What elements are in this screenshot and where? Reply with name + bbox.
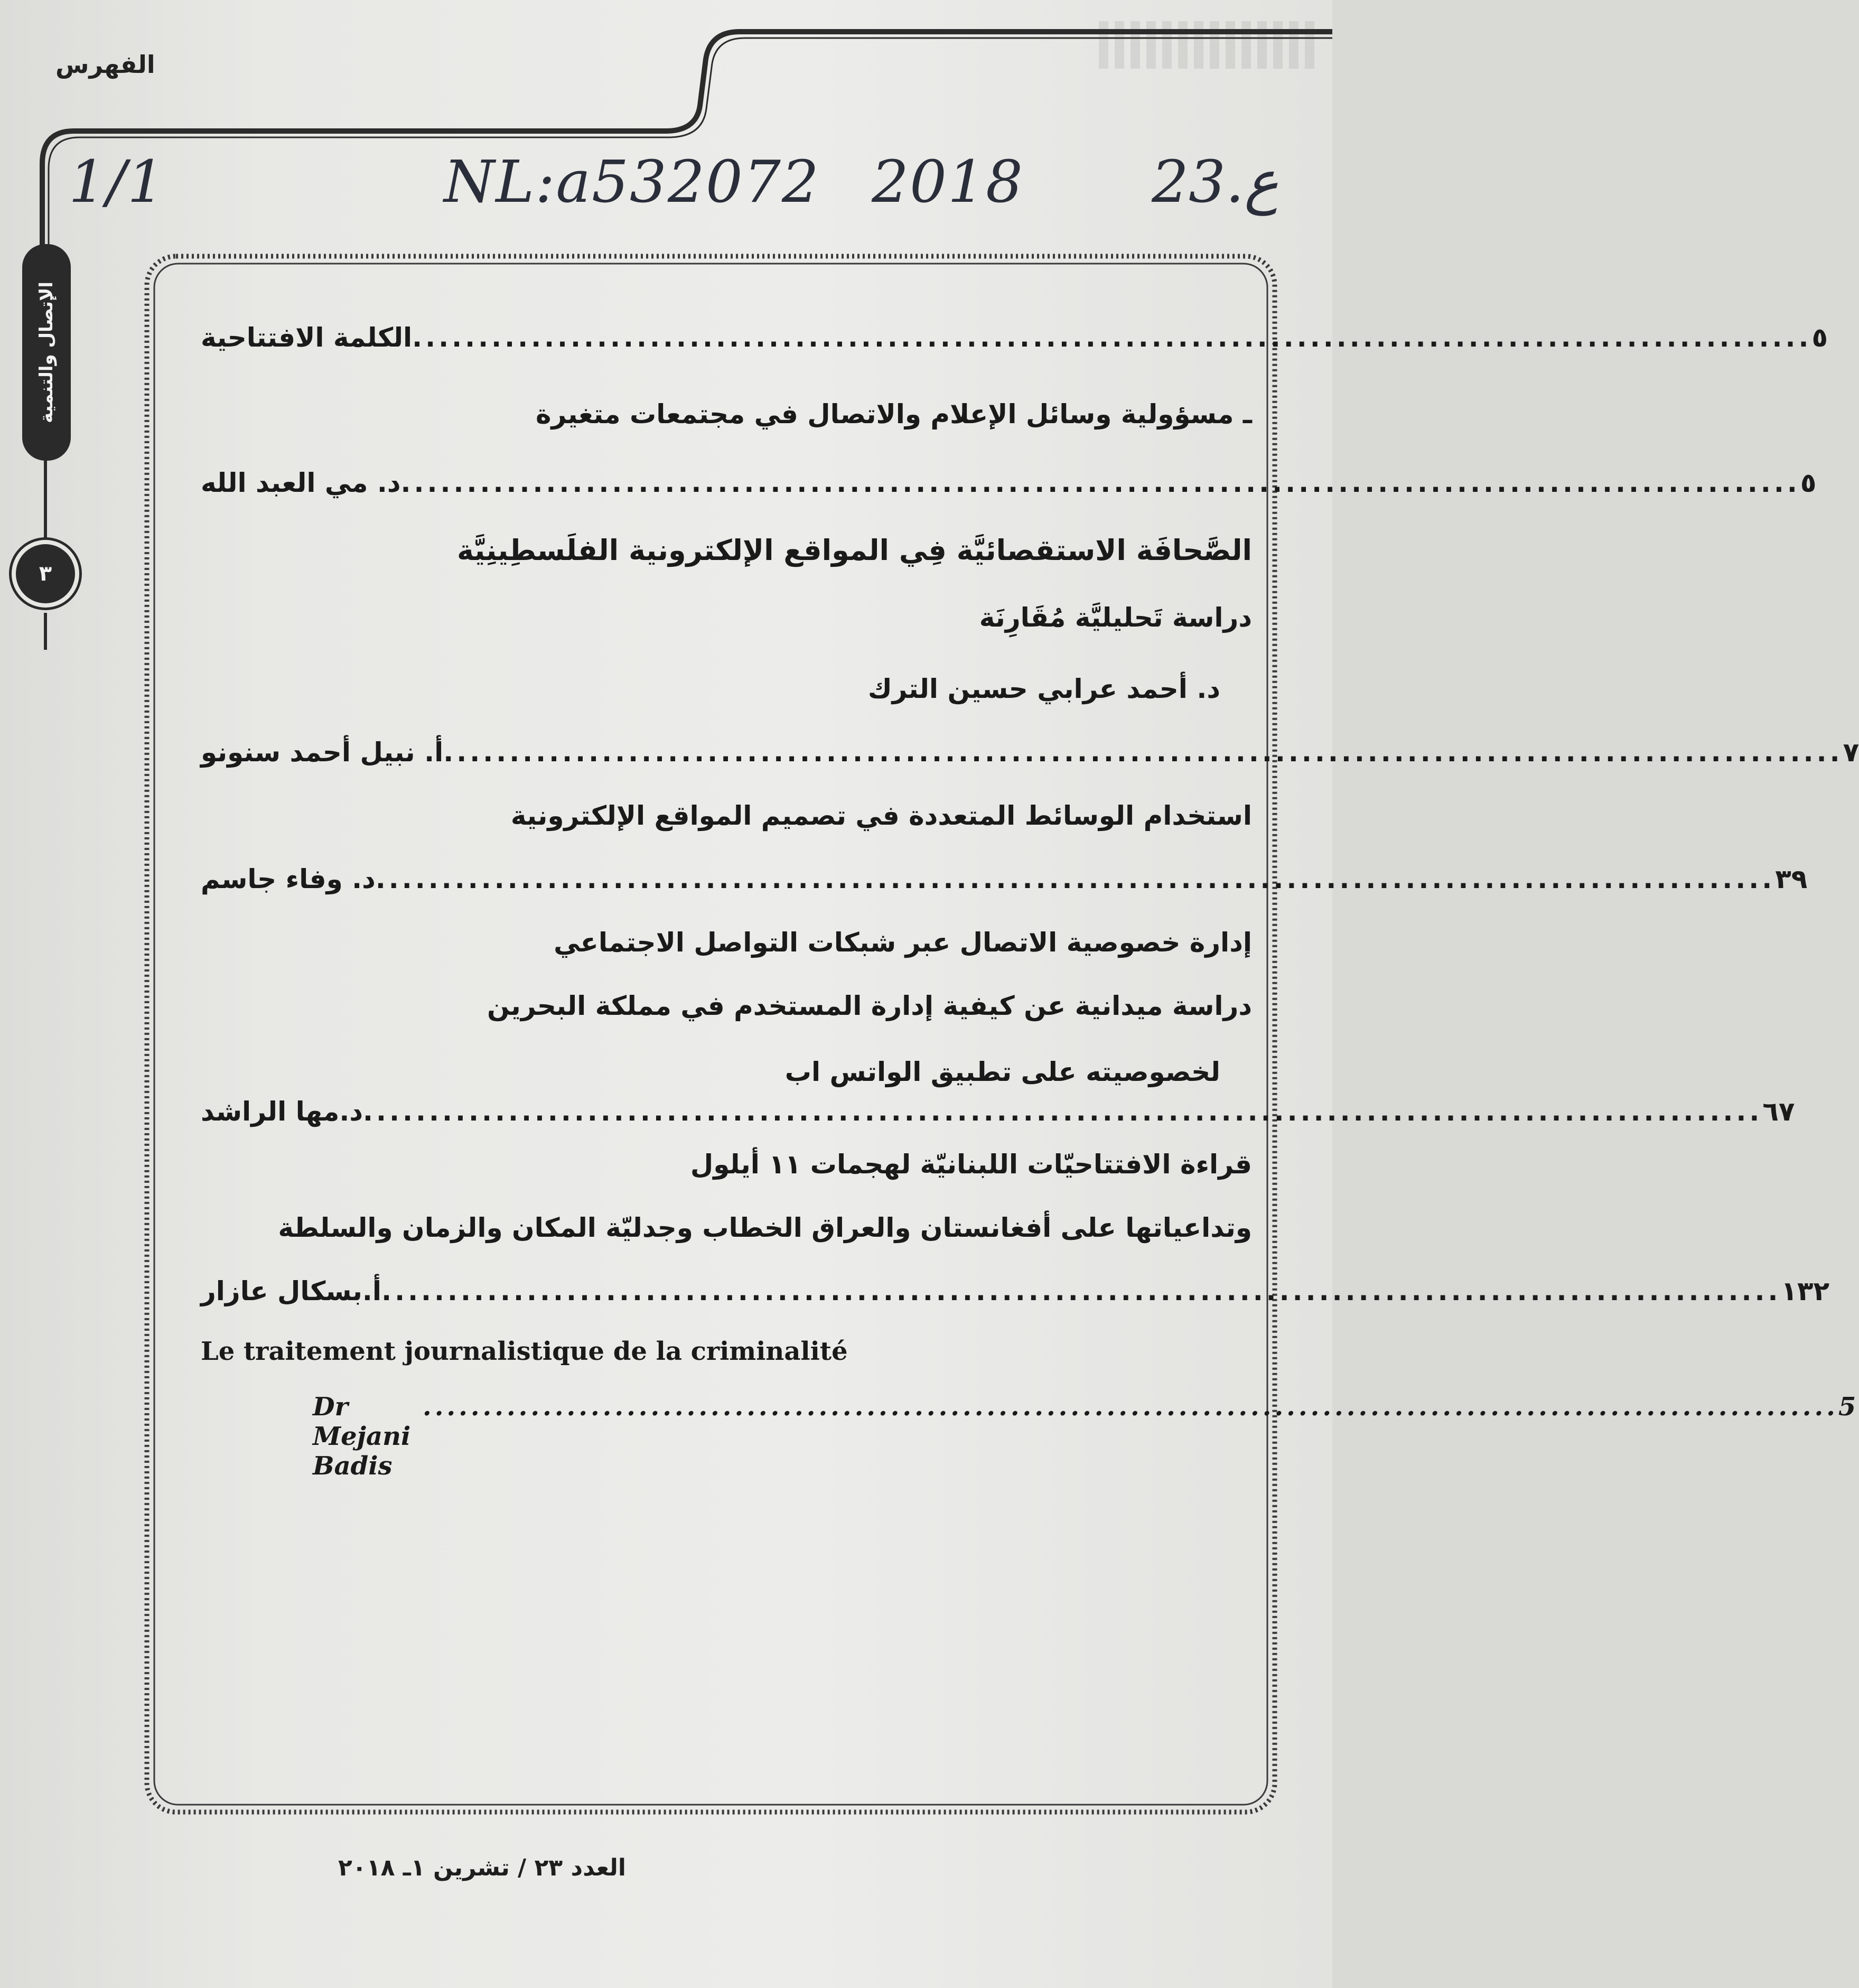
page-number-badge: ٣ xyxy=(16,544,75,603)
toc-entry: لخصوصيته على تطبيق الواتس اب xyxy=(784,1057,1220,1087)
leader-dots: .......................................................................................................... xyxy=(381,1276,1781,1306)
french-entry xyxy=(313,1392,1856,1481)
toc-entry-page: ٣٩ xyxy=(1775,864,1808,894)
page-title: الفهرس xyxy=(55,50,155,79)
footer-issue: العدد ٢٣ / تشرين ١ـ ٢٠١٨ xyxy=(338,1854,626,1881)
french-author: Dr Mejani Badis xyxy=(313,1392,411,1481)
toc-entry-page: ٥ xyxy=(1800,468,1817,498)
toc-entry-text: الكلمة الافتتاحية xyxy=(201,322,413,353)
toc-entry-text: د.مها الراشد xyxy=(201,1096,363,1127)
toc-entry xyxy=(201,864,1808,894)
toc-entry: دراسة ميدانية عن كيفية إدارة المستخدم في مملكة البحرين xyxy=(487,991,1252,1021)
toc-entry xyxy=(201,737,1859,768)
toc-entry: قراءة الافتتاحيّات اللبنانيّة لهجمات ١١ أيلول xyxy=(690,1149,1252,1180)
toc-entry: ـ مسؤولية وسائل الإعلام والاتصال في مجتمعات متغيرة xyxy=(535,399,1252,430)
toc-entry: الصَّحافَة الاستقصائيَّة فِي المواقع الإلكترونية الفلَسطِينِيَّة xyxy=(457,534,1252,567)
toc-entry-page: ٧ xyxy=(1843,737,1859,768)
leader-dots: .......................................................................................................... xyxy=(363,1096,1763,1127)
toc-entry: دراسة تَحليليَّة مُقَارِنَة xyxy=(979,602,1252,633)
toc-entry: وتداعياتها على أفغانستان والعراق الخطاب وجدليّة المكان والزمان والسلطة xyxy=(278,1212,1252,1243)
toc-entry-text: أ. نبيل أحمد سنونو xyxy=(201,737,444,768)
handwritten-year: 2018 xyxy=(872,148,1024,216)
header-tab-border xyxy=(42,32,1332,248)
toc-entry: إدارة خصوصية الاتصال عبر شبكات التواصل الاجتماعي xyxy=(554,927,1252,958)
leader-dots: ...................................................................................................................... xyxy=(410,1392,1838,1422)
toc-entry-page: ١٣٢ xyxy=(1781,1276,1830,1306)
french-page: 5 xyxy=(1838,1392,1856,1422)
toc-entry xyxy=(201,468,1817,498)
toc-entry: استخدام الوسائط المتعددة في تصميم المواقع الإلكترونية xyxy=(510,800,1252,831)
leader-dots: .......................................................................................................... xyxy=(375,864,1776,894)
leader-dots: .......................................................................................................... xyxy=(400,468,1800,498)
toc-entry-text: أ.بسكال عازار xyxy=(201,1276,382,1306)
toc-entry xyxy=(201,1276,1830,1306)
handwritten-code: NL:a532072 xyxy=(444,148,820,216)
handwritten-issue: 23.ع xyxy=(1152,148,1279,216)
toc-entry-page: ٥ xyxy=(1811,322,1828,353)
toc-entry-text: د. مي العبد الله xyxy=(201,468,401,498)
french-title: Le traitement journalistique de la criminalité xyxy=(201,1337,848,1366)
handwritten-fraction: 1/1 xyxy=(69,148,166,216)
toc-entry-page: ٦٧ xyxy=(1762,1096,1795,1127)
leader-dots: .......................................................................................................... xyxy=(443,737,1843,768)
leader-dots: .......................................................................................................... xyxy=(412,322,1812,353)
section-tab-label: الإتصال والتنمية xyxy=(36,282,58,423)
toc-entry xyxy=(201,322,1828,353)
header-tab-inner-border xyxy=(49,38,1332,248)
toc-entry xyxy=(201,1096,1795,1127)
section-tab xyxy=(22,244,71,461)
toc-entry: د. أحمد عرابي حسين الترك xyxy=(867,674,1220,704)
toc-entry-text: د. وفاء جاسم xyxy=(201,864,376,894)
